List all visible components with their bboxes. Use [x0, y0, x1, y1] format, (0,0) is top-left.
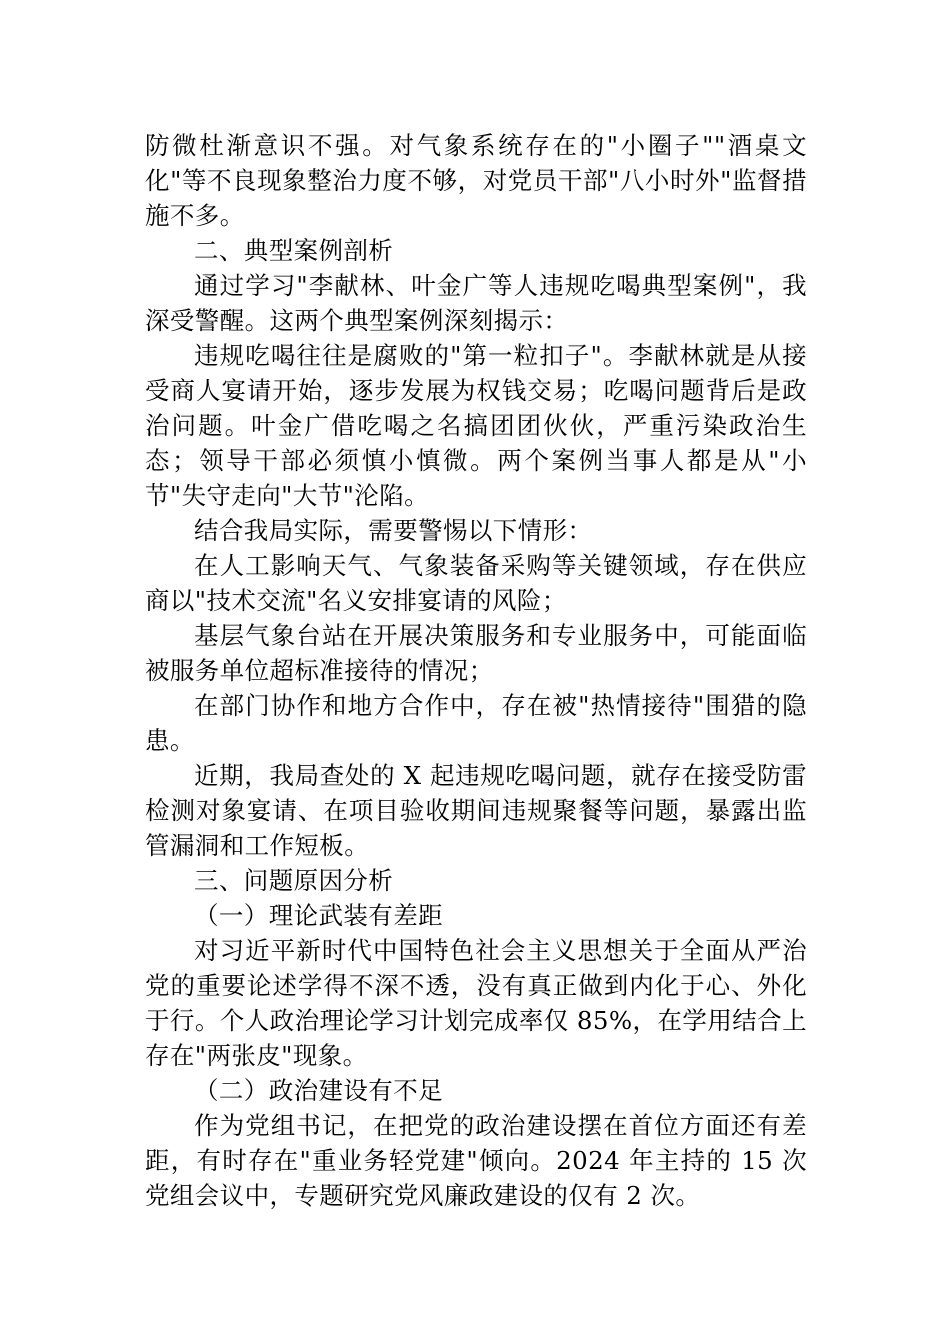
- paragraph-first-button: 违规吃喝往往是腐败的"第一粒扣子"。李献林就是从接受商人宴请开始，逐步发展为权钱交易；吃喝问题背后是政治问题。叶金广借吃喝之名搞团团伙伙，严重污染政治生态；领导干部必须慎小慎微。两个案例当事人都是从"小节"失守走向"大节"沦陷。: [145, 341, 807, 510]
- document-body: [145, 128, 807, 1213]
- paragraph-procurement-risk: 在人工影响天气、气象装备采购等关键领域，存在供应商以"技术交流"名义安排宴请的风险；: [145, 551, 807, 615]
- subheading-political-building: （二）政治建设有不足: [194, 1076, 443, 1105]
- paragraph-cooperation-risk: 在部门协作和地方合作中，存在被"热情接待"围猎的隐患。: [145, 691, 807, 755]
- paragraph-grassroots-risk: 基层气象台站在开展决策服务和专业服务中，可能面临被服务单位超标准接待的情况；: [145, 621, 807, 685]
- section-heading-cause-analysis: 三、问题原因分析: [194, 866, 394, 895]
- paragraph-bureau-situation: 结合我局实际，需要警惕以下情形：: [194, 516, 593, 545]
- subheading-theory: （一）理论武装有差距: [194, 901, 443, 930]
- paragraph-continuation: 防微杜渐意识不强。对气象系统存在的"小圈子""酒桌文化"等不良现象整治力度不够，对党员干部"八小时外"监督措施不多。: [145, 131, 807, 230]
- paragraph-recent-cases: 近期，我局查处的 X 起违规吃喝问题，就存在接受防雷检测对象宴请、在项目验收期间违规聚餐等问题，暴露出监管漏洞和工作短板。: [145, 761, 807, 860]
- section-heading-typical-cases: 二、典型案例剖析: [194, 236, 394, 265]
- paragraph-political-building: 作为党组书记，在把党的政治建设摆在首位方面还有差距，有时存在"重业务轻党建"倾向。2024 年主持的 15 次党组会议中，专题研究党风廉政建设的仅有 2 次。: [145, 1111, 807, 1210]
- paragraph-study-cases: 通过学习"李献林、叶金广等人违规吃喝典型案例"，我深受警醒。这两个典型案例深刻揭示：: [145, 271, 807, 335]
- paragraph-theory: 对习近平新时代中国特色社会主义思想关于全面从严治党的重要论述学得不深不透，没有真正做到内化于心、外化于行。个人政治理论学习计划完成率仅 85%，在学用结合上存在"两张皮"现象。: [145, 936, 807, 1070]
